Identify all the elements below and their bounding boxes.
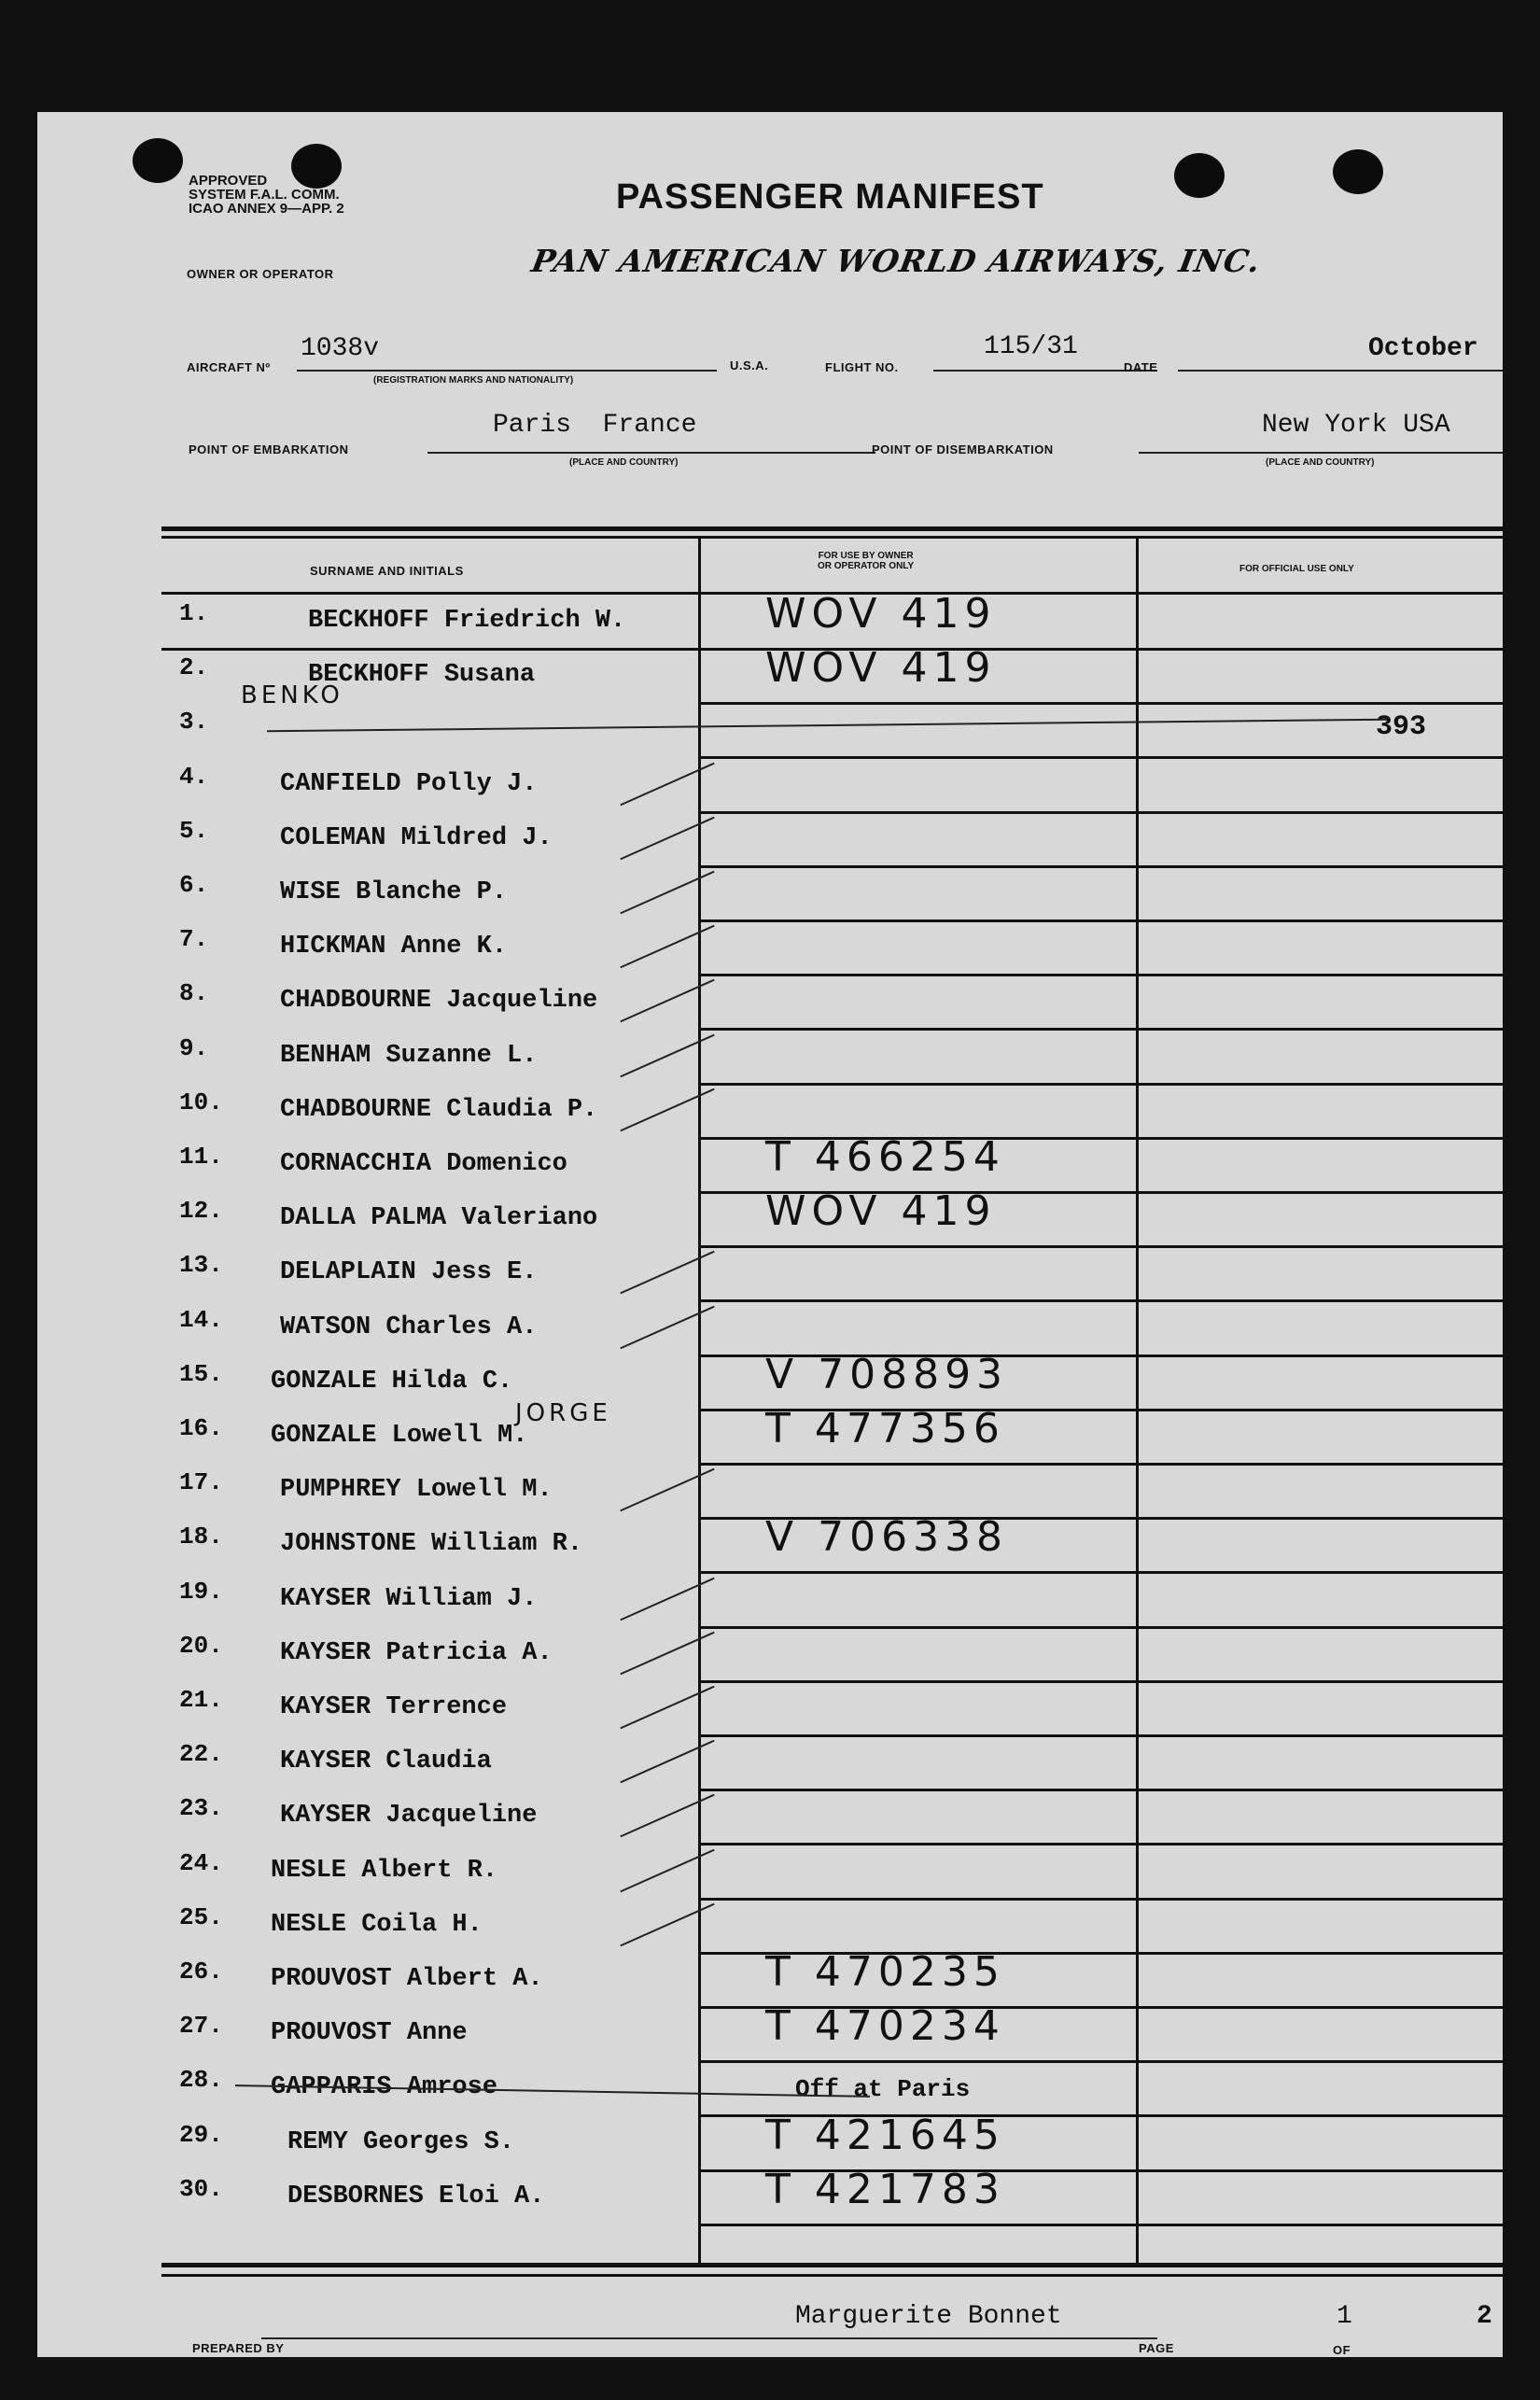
- passenger-name: CHADBOURNE Claudia P.: [280, 1095, 598, 1124]
- operator-note: T 466254: [765, 1133, 1005, 1181]
- tick-mark: [620, 1088, 714, 1132]
- operator-note: T 477356: [765, 1405, 1005, 1453]
- operator-note: T 470235: [765, 1948, 1005, 1996]
- table-row: [37, 977, 1503, 1032]
- table-row: [37, 2165, 1503, 2227]
- row-number: 8.: [179, 979, 209, 1008]
- tick-mark: [620, 1740, 714, 1784]
- operator-note: WOV 419: [765, 644, 997, 693]
- col-surname-header: SURNAME AND INITIALS: [310, 564, 464, 578]
- passenger-name: PROUVOST Albert A.: [271, 1965, 543, 1993]
- row-number: 7.: [179, 925, 209, 954]
- table-row: [37, 1513, 1503, 1575]
- punch-hole: [1333, 149, 1383, 194]
- passenger-name: BECKHOFF Susana: [308, 661, 536, 690]
- row-number: 5.: [179, 816, 209, 845]
- passenger-name: KAYSER Patricia A.: [280, 1638, 553, 1667]
- passenger-name: HICKMAN Anne K.: [280, 933, 508, 961]
- row-number: 1.: [179, 599, 209, 627]
- col-owner-header: FOR USE BY OWNER OR OPERATOR ONLY: [818, 551, 915, 571]
- table-row: [37, 815, 1503, 869]
- row-number: 13.: [179, 1251, 223, 1280]
- row-number: 26.: [179, 1958, 223, 1986]
- table-row: [37, 681, 1503, 760]
- tick-mark: [620, 817, 714, 861]
- tick-mark: [620, 1251, 714, 1295]
- registration-caption: (REGISTRATION MARKS AND NATIONALITY): [373, 375, 574, 386]
- embarkation-caption: (PLACE AND COUNTRY): [569, 457, 679, 468]
- disembarkation-label: POINT OF DISEMBARKATION: [872, 442, 1054, 456]
- row-number: 22.: [179, 1740, 223, 1769]
- row-number: 23.: [179, 1794, 223, 1823]
- tick-mark: [620, 979, 714, 1023]
- operator-note: V 708893: [765, 1350, 1009, 1398]
- row-number: 11.: [179, 1143, 223, 1171]
- tick-mark: [620, 1305, 714, 1349]
- table-row: [37, 923, 1503, 977]
- passenger-name: CANFIELD Polly J.: [280, 769, 538, 798]
- manifest-sheet: [37, 112, 1503, 2357]
- page-label: PAGE: [1139, 2341, 1174, 2355]
- row-number: 15.: [179, 1359, 223, 1388]
- table-row: [37, 2002, 1503, 2064]
- passenger-name: WATSON Charles A.: [280, 1312, 538, 1341]
- table-row: [37, 1847, 1503, 1902]
- passenger-name: KAYSER Jacqueline: [280, 1802, 538, 1831]
- passenger-name: WISE Blanche P.: [280, 878, 508, 906]
- passenger-name: BENHAM Suzanne L.: [280, 1041, 538, 1070]
- row-number: 18.: [179, 1523, 223, 1551]
- table-row: [37, 1032, 1503, 1087]
- prepared-by-value: Marguerite Bonnet: [795, 2302, 1062, 2331]
- operator-note: WOV 419: [765, 1187, 997, 1236]
- tick-mark: [620, 1468, 714, 1512]
- table-row: [37, 1684, 1503, 1738]
- tick-mark: [620, 925, 714, 969]
- flight-label: FLIGHT NO.: [825, 360, 899, 374]
- operator-note: T 421645: [765, 2111, 1005, 2159]
- tick-mark: [620, 1903, 714, 1947]
- aircraft-value: 1038v: [301, 334, 380, 363]
- operator-note: V 706338: [765, 1513, 1009, 1562]
- official-note: 393: [1376, 711, 1427, 744]
- owner-label: OWNER OR OPERATOR: [187, 267, 334, 281]
- passenger-name: REMY Georges S.: [287, 2127, 515, 2156]
- table-row: [37, 1792, 1503, 1846]
- of-value: 2: [1477, 2302, 1492, 2331]
- disembarkation-caption: (PLACE AND COUNTRY): [1266, 457, 1375, 468]
- row-number: 2.: [179, 653, 209, 682]
- row-number: 24.: [179, 1848, 223, 1877]
- prepared-by-label: PREPARED BY: [192, 2341, 285, 2355]
- tick-mark: [620, 1632, 714, 1676]
- flight-value: 115/31: [984, 332, 1078, 361]
- tick-mark: [620, 1848, 714, 1892]
- tick-mark: [620, 1033, 714, 1077]
- row-number: 20.: [179, 1631, 223, 1660]
- passenger-name: GONZALE Lowell M.: [271, 1422, 528, 1450]
- passenger-name: COLEMAN Mildred J.: [280, 823, 553, 852]
- passenger-name: CHADBOURNE Jacqueline: [280, 987, 598, 1016]
- table-row: [37, 1249, 1503, 1303]
- row-number: 16.: [179, 1414, 223, 1442]
- table-row: [37, 1630, 1503, 1684]
- operator-note: WOV 419: [765, 590, 997, 638]
- row-number: 27.: [179, 2012, 223, 2041]
- row-number: 28.: [179, 2066, 223, 2095]
- row-number: 21.: [179, 1686, 223, 1714]
- passenger-name: GAPPARIS Amrose: [271, 2073, 498, 2102]
- table-row: [37, 1738, 1503, 1792]
- of-label: OF: [1333, 2343, 1351, 2357]
- passenger-name: JOHNSTONE William R.: [280, 1530, 583, 1559]
- operator-note: T 421783: [765, 2165, 1005, 2213]
- table-row: [37, 1399, 1503, 1467]
- tick-mark: [620, 1686, 714, 1730]
- page-title: PASSENGER MANIFEST: [616, 177, 1044, 217]
- company-name: PAN AMERICAN WORLD AIRWAYS, INC.: [528, 243, 1264, 279]
- date-value: October: [1368, 334, 1478, 363]
- row-number: 9.: [179, 1033, 209, 1062]
- handwritten-annotation: JORGE: [515, 1399, 611, 1427]
- table-row: [37, 869, 1503, 923]
- table-row: [37, 761, 1503, 815]
- tick-mark: [620, 1794, 714, 1838]
- operator-note: Off at Paris: [795, 2075, 971, 2104]
- row-number: 17.: [179, 1468, 223, 1497]
- aircraft-label: AIRCRAFT Nº: [187, 360, 271, 374]
- row-number: 29.: [179, 2120, 223, 2149]
- passenger-name: BECKHOFF Friedrich W.: [308, 607, 626, 635]
- passenger-name: KAYSER Claudia: [280, 1747, 492, 1776]
- strike-line: [267, 719, 1387, 733]
- row-number: 25.: [179, 1902, 223, 1931]
- row-number: 19.: [179, 1577, 223, 1606]
- row-number: 12.: [179, 1197, 223, 1226]
- col-official-header: FOR OFFICIAL USE ONLY: [1239, 564, 1354, 574]
- passenger-name: DESBORNES Eloi A.: [287, 2182, 545, 2211]
- row-number: 10.: [179, 1088, 223, 1116]
- disembarkation-value: New York USA: [1262, 411, 1450, 440]
- punch-hole: [1174, 153, 1225, 198]
- tick-mark: [620, 871, 714, 915]
- passenger-name: PROUVOST Anne: [271, 2019, 468, 2048]
- table-row: [37, 1576, 1503, 1630]
- page-value: 1: [1337, 2302, 1352, 2331]
- passenger-name: PUMPHREY Lowell M.: [280, 1476, 553, 1505]
- passenger-name: KAYSER William J.: [280, 1584, 538, 1613]
- row-number: 4.: [179, 762, 209, 791]
- embarkation-label: POINT OF EMBARKATION: [189, 442, 349, 456]
- row-number: 30.: [179, 2174, 223, 2203]
- row-number: 14.: [179, 1305, 223, 1334]
- nationality: U.S.A.: [730, 358, 769, 372]
- operator-note: T 470234: [765, 2002, 1005, 2051]
- row-number: 6.: [179, 871, 209, 899]
- table-row: [37, 1187, 1503, 1249]
- tick-mark: [620, 1577, 714, 1621]
- passenger-name: NESLE Albert R.: [271, 1856, 498, 1885]
- passenger-name: DALLA PALMA Valeriano: [280, 1204, 598, 1233]
- embarkation-value: Paris France: [493, 411, 697, 440]
- tick-mark: [620, 762, 714, 806]
- date-label: DATE: [1124, 360, 1158, 374]
- passenger-name: CORNACCHIA Domenico: [280, 1150, 567, 1178]
- passenger-name: NESLE Coila H.: [271, 1910, 483, 1939]
- passenger-name: KAYSER Terrence: [280, 1693, 508, 1721]
- passenger-name: GONZALE Hilda C.: [271, 1367, 513, 1396]
- punch-hole: [133, 138, 183, 183]
- row-number: 3.: [179, 708, 209, 737]
- passenger-name: DELAPLAIN Jess E.: [280, 1258, 538, 1287]
- approval-stamp: APPROVED SYSTEM F.A.L. COMM. ICAO ANNEX 9—APP. 2: [189, 173, 344, 217]
- handwritten-annotation: BENKO: [241, 681, 343, 710]
